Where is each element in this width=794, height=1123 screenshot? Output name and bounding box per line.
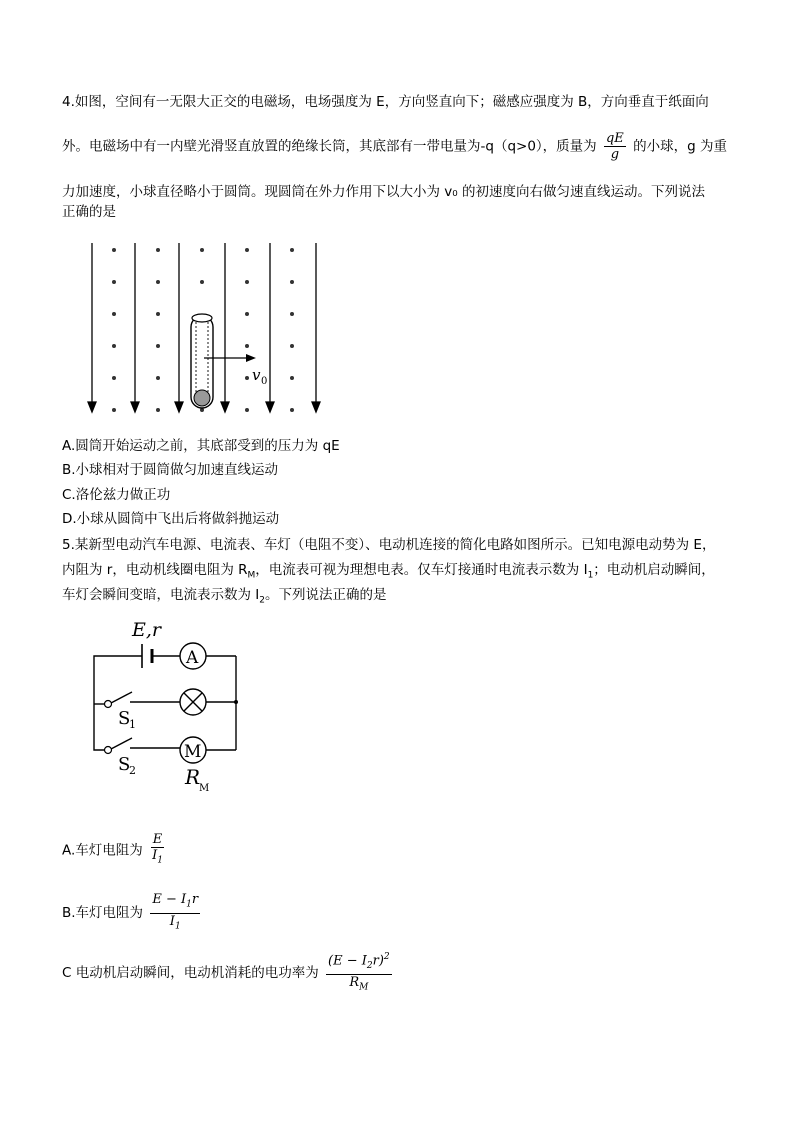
q4-line-2-text: 外。电磁场中有一内壁光滑竖直放置的绝缘长筒，其底部有一带电量为-q（q>0），质量为 bbox=[62, 138, 597, 155]
q5-option-c bbox=[62, 950, 395, 996]
q5-option-b bbox=[62, 892, 203, 934]
q5-option-a bbox=[62, 832, 168, 869]
q4-line-1: 4.如图，空间有一无限大正交的电磁场，电场强度为 E，方向竖直向下；磁感应强度为 B，方向垂直于纸面向 bbox=[62, 94, 709, 110]
switch-s2 bbox=[105, 738, 133, 754]
source-label: E,r bbox=[132, 619, 161, 641]
q5-option-c-text: C 电动机启动瞬间，电动机消耗的电功率为 bbox=[62, 964, 319, 981]
option-c-num-sub: 2 bbox=[366, 960, 373, 971]
q5-line-1: 5.某新型电动汽车电源、电流表、车灯（电阻不变）、电动机连接的简化电路如图所示。已知电源电动势为 E， bbox=[62, 537, 716, 553]
q4-line-2 bbox=[62, 131, 727, 162]
q5-line-2-tail: ；电动机启动瞬间， bbox=[593, 562, 715, 578]
motor bbox=[180, 737, 206, 763]
q4-line-2-tail: 的小球，g 为重 bbox=[633, 138, 727, 155]
field-figure bbox=[80, 238, 330, 420]
q5-line-2-mid: ，电流表可视为理想电表。仅车灯接通时电流表示数为 I bbox=[255, 562, 588, 578]
ammeter bbox=[180, 643, 206, 669]
q4-option-c: C.洛伦兹力做正功 bbox=[62, 487, 171, 503]
q5-line-3-text: 车灯会瞬间变暗，电流表示数为 I bbox=[62, 587, 260, 603]
option-a-den-sub: 1 bbox=[157, 855, 163, 866]
option-c-num-tail: r) bbox=[372, 953, 384, 969]
i1-subscript: 1 bbox=[587, 570, 594, 581]
option-c-num-text: (E − I bbox=[328, 953, 367, 969]
rm-label: R bbox=[185, 765, 201, 789]
rm-label-subscript: M bbox=[199, 783, 210, 794]
option-c-den-text: R bbox=[349, 974, 360, 990]
v0-label: v bbox=[252, 366, 261, 384]
mass-numerator: qE bbox=[605, 131, 624, 146]
charged-ball bbox=[194, 390, 210, 406]
ammeter-label: A bbox=[186, 648, 199, 668]
option-c-denominator bbox=[347, 975, 370, 996]
circuit-wires bbox=[94, 656, 236, 750]
option-c-fraction bbox=[326, 950, 392, 996]
option-b-fraction bbox=[150, 892, 200, 934]
option-b-num-tail: r bbox=[191, 892, 199, 907]
option-b-num-text: E − I bbox=[152, 892, 187, 907]
q4-option-b: B.小球相对于圆筒做匀加速直线运动 bbox=[62, 462, 279, 478]
option-a-fraction bbox=[150, 832, 165, 869]
switch-s1 bbox=[105, 692, 133, 708]
circuit-diagram bbox=[82, 614, 252, 799]
option-c-numerator bbox=[326, 950, 392, 975]
option-a-den-text: I bbox=[152, 848, 158, 863]
v0-subscript: 0 bbox=[261, 376, 268, 387]
q5-line-3-tail: 。下列说法正确的是 bbox=[265, 587, 387, 603]
s1-subscript: 1 bbox=[129, 718, 136, 731]
option-c-num-sup: 2 bbox=[383, 952, 390, 962]
q5-line-2-text: 内阻为 r，电动机线圈电阻为 R bbox=[62, 562, 248, 578]
q5-option-a-text: A.车灯电阻为 bbox=[62, 842, 143, 859]
option-c-den-sub: M bbox=[359, 982, 369, 993]
s2-label: S bbox=[118, 754, 131, 775]
mass-denominator: g bbox=[610, 147, 620, 162]
s1-label: S bbox=[118, 708, 131, 729]
option-a-numerator: E bbox=[152, 832, 163, 847]
option-b-num-sub: 1 bbox=[186, 899, 192, 910]
rm-subscript: M bbox=[247, 570, 256, 581]
q5-line-2 bbox=[62, 560, 715, 586]
q4-line-3: 力加速度，小球直径略小于圆筒。现圆筒在外力作用下以大小为 v₀ 的初速度向右做匀速直线运动。下列说法 bbox=[62, 184, 705, 200]
i2-subscript: 2 bbox=[259, 595, 266, 606]
s2-subscript: 2 bbox=[129, 764, 136, 777]
option-b-den-text: I bbox=[169, 913, 175, 929]
q4-line-4: 正确的是 bbox=[62, 204, 116, 220]
q4-option-d: D.小球从圆筒中飞出后将做斜抛运动 bbox=[62, 511, 280, 527]
junction-dot bbox=[234, 700, 238, 704]
q5-option-b-text: B.车灯电阻为 bbox=[62, 905, 144, 922]
option-a-denominator bbox=[150, 848, 165, 869]
battery bbox=[142, 644, 152, 668]
option-b-denominator bbox=[168, 914, 183, 935]
insulating-tube bbox=[191, 314, 213, 408]
motor-label: M bbox=[184, 742, 202, 762]
mass-fraction bbox=[604, 131, 626, 162]
option-b-den-sub: 1 bbox=[174, 921, 181, 932]
q4-option-a: A.圆筒开始运动之前，其底部受到的压力为 qE bbox=[62, 438, 340, 454]
q5-line-3 bbox=[62, 585, 387, 611]
lamp bbox=[180, 689, 206, 715]
option-b-numerator bbox=[150, 892, 200, 914]
